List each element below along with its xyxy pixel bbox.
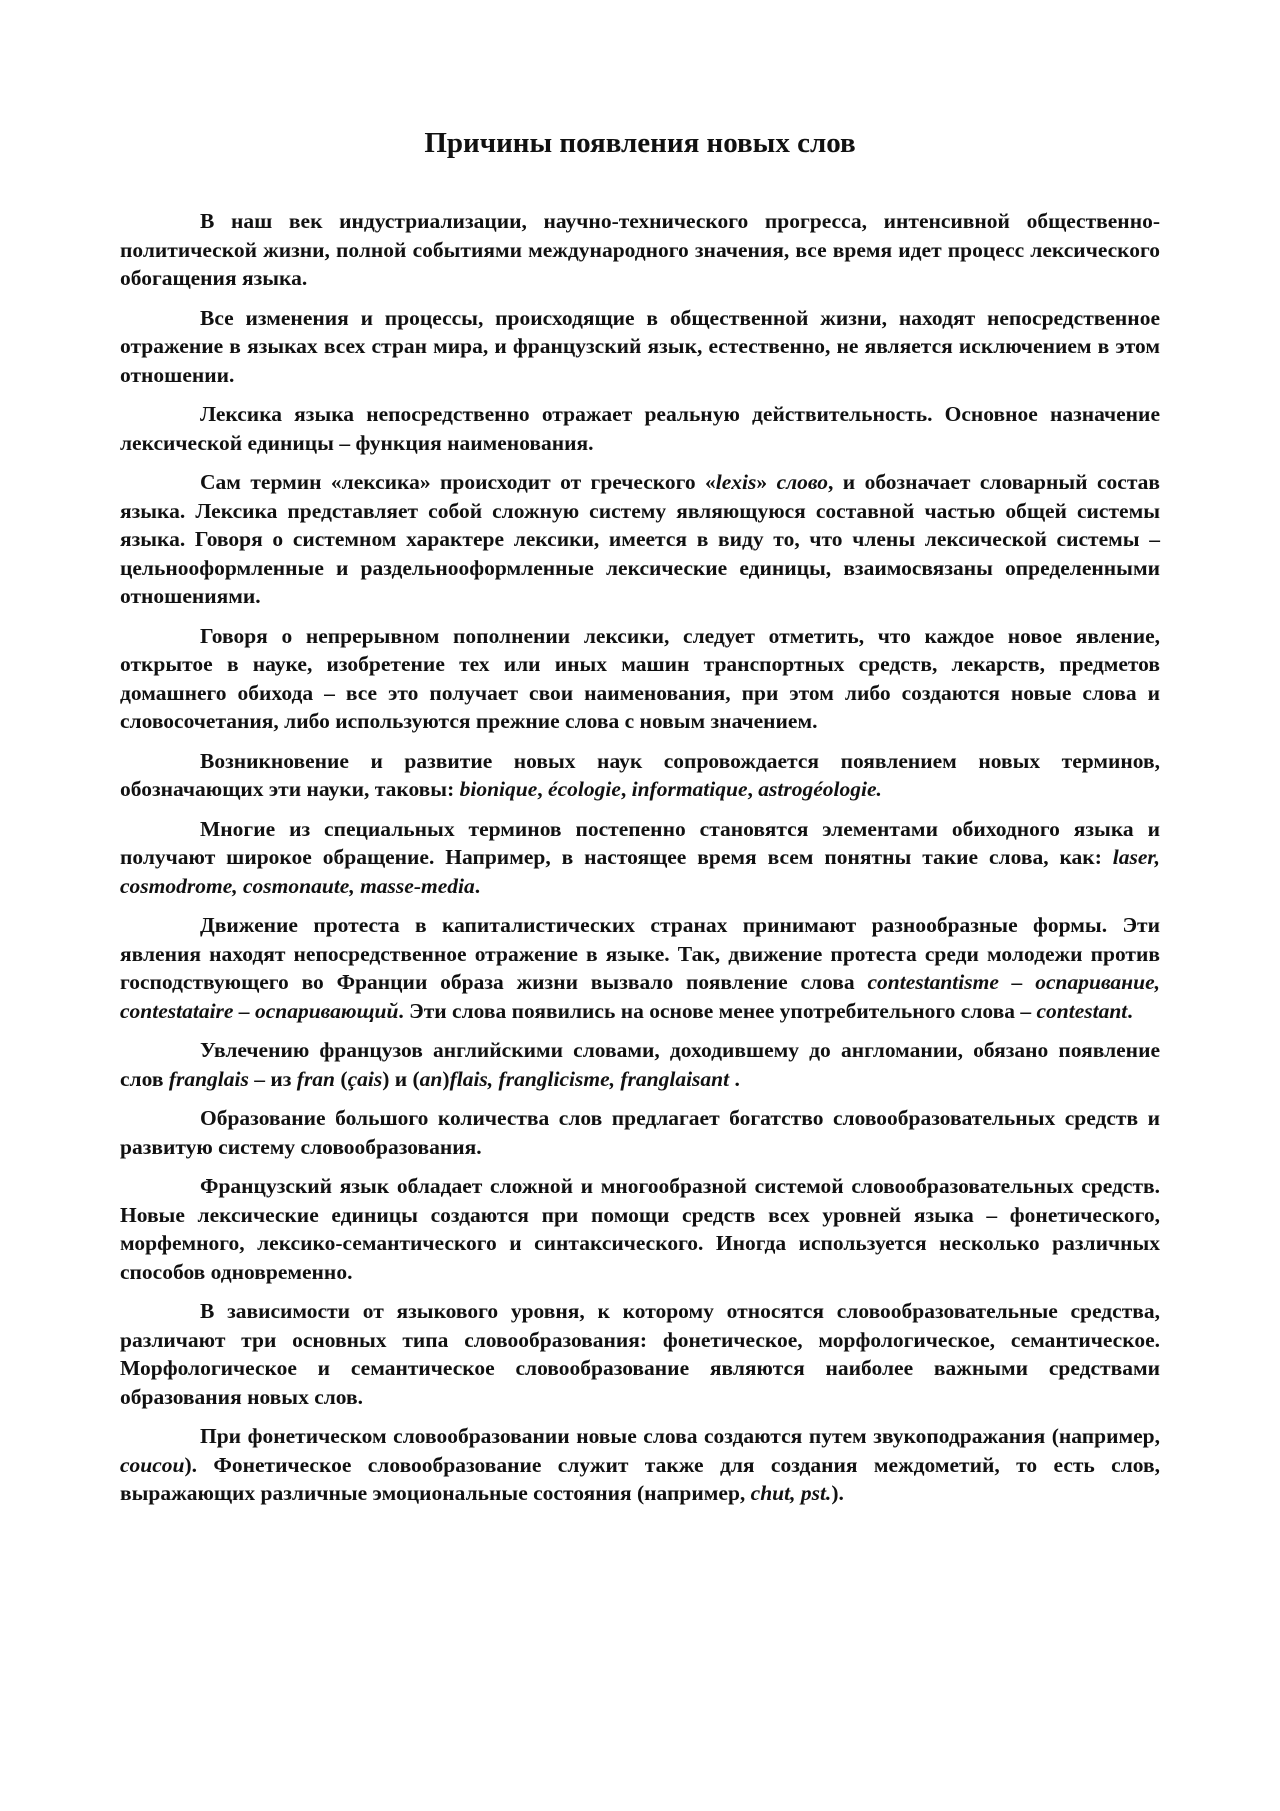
text-run: Французский язык обладает сложной и многообразной системой словообразовательных средств. Новые лексические единицы создаются при помощи средств всех уровней языка – фонетического, морфемного, лексико-семантического и синтаксического. Иногда используется несколько различных способов одновременно. [120, 1174, 1160, 1284]
text-run: ) [442, 1066, 450, 1091]
paragraph [120, 207, 1160, 293]
italic-term: flais, franglicisme, franglaisant [449, 1066, 730, 1091]
text-run: ) и ( [382, 1066, 420, 1091]
text-run: В зависимости от языкового уровня, к которому относятся словообразовательные средства, различают три основных типа словообразования: фонетическое, морфологическое, семантическое. Морфологическое и семантическое словообразование являются наиболее важными средствами образования новых слов. [120, 1299, 1160, 1409]
text-run: , и обозначает словарный состав языка. Лексика представляет собой сложную систему являющуюся составной частью общей системы языка. Говоря о системном характере лексики, имеется в виду то, что члены лексической системы – цельнооформленные и раздельнооформленные лексические единицы, взаимосвязаны определенными отношениями. [120, 470, 1161, 608]
text-run: . [474, 873, 481, 898]
text-run: . [729, 1066, 740, 1091]
text-run: , [537, 777, 549, 801]
text-run: Увлечению французов английскими словами, доходившему до англомании, обязано появление слов [120, 1038, 1160, 1091]
text-run: – из [248, 1066, 297, 1091]
paragraph [120, 1297, 1160, 1411]
italic-term: lexis [715, 470, 757, 494]
italic-term: слово [776, 470, 828, 494]
document-body [120, 207, 1160, 1508]
text-run: В наш век индустриализации, научно-технического прогресса, интенсивной общественно-политической жизни, полной событиями международного значения, все время идет процесс лексического обогащения языка. [120, 209, 1160, 290]
italic-term: contestantisme – оспаривание, contestataire – оспаривающий [120, 970, 1160, 1023]
italic-term: fran [296, 1066, 336, 1091]
page-title: Причины появления новых слов [424, 127, 856, 159]
italic-term: laser, cosmodrome, cosmonaute, masse-media [120, 845, 1160, 898]
text-run: . Эти слова появились на основе менее употребительного слова – [398, 998, 1037, 1023]
paragraph [120, 1422, 1160, 1508]
document-page [120, 0, 1160, 1519]
text-run: ). [831, 1481, 844, 1505]
italic-term: astrogéologie. [758, 777, 882, 801]
text-run: ( [335, 1066, 348, 1091]
paragraph [120, 468, 1160, 611]
paragraph [120, 815, 1160, 901]
text-run: Сам термин «лексика» происходит от греческого « [200, 470, 716, 494]
text-run: ). Фонетическое словообразование служит также для создания междометий, то есть слов, выражающих различные эмоциональные состояния (например, [120, 1452, 1160, 1505]
text-run: , [747, 777, 759, 801]
text-run: Многие из специальных терминов постепенно становятся элементами обиходного языка и получают широкое обращение. Например, в настоящее время всем понятны такие слова, как: [120, 816, 1160, 869]
text-run: Все изменения и процессы, происходящие в общественной жизни, находят непосредственное отражение в языках всех стран мира, и французский язык, естественно, не является исключением в этом отношении. [120, 305, 1160, 387]
text-run: При фонетическом словообразовании новые слова создаются путем звукоподражания (например, [200, 1424, 1160, 1448]
text-run: » [756, 470, 777, 494]
italic-term: coucou [120, 1452, 185, 1477]
italic-term: franglais [168, 1066, 249, 1091]
text-run: . [1127, 998, 1133, 1023]
italic-term: chut, pst. [750, 1481, 832, 1505]
paragraph [120, 622, 1160, 736]
paragraph [120, 400, 1160, 457]
text-run: Образование большого количества слов предлагает богатство словообразовательных средств и развитую систему словообразования. [120, 1106, 1160, 1159]
italic-term: informatique [631, 777, 748, 801]
text-run: Лексика языка непосредственно отражает реальную действительность. Основное назначение лексической единицы – функция наименования. [120, 402, 1160, 455]
italic-term: contestant [1036, 998, 1128, 1023]
paragraph [120, 1172, 1160, 1286]
italic-term: écologie [548, 777, 621, 801]
paragraph [120, 304, 1160, 390]
paragraph [120, 747, 1160, 804]
paragraph [120, 1104, 1160, 1161]
text-run: , [620, 777, 632, 801]
paragraph [120, 1036, 1160, 1093]
italic-term: bionique [459, 777, 538, 801]
italic-term: an [419, 1066, 443, 1091]
paragraph [120, 911, 1160, 1025]
text-run: Возникновение и развитие новых наук сопровождается появлением новых терминов, обозначающих эти науки, таковы: [120, 748, 1160, 801]
text-run: Говоря о непрерывном пополнении лексики, следует отметить, что каждое новое явление, открытое в науке, изобретение тех или иных машин транспортных средств, лекарств, предметов домашнего обихода – все это получает свои наименования, при этом либо создаются новые слова и словосочетания, либо используются прежние слова с новым значением. [120, 623, 1160, 733]
italic-term: çais [347, 1066, 383, 1091]
text-run: Движение протеста в капиталистических странах принимают разнообразные формы. Эти явления находят непосредственное отражение в языке. Так, движение протеста среди молодежи против господствующего во Франции образа жизни вызвало появление слова [120, 913, 1160, 994]
